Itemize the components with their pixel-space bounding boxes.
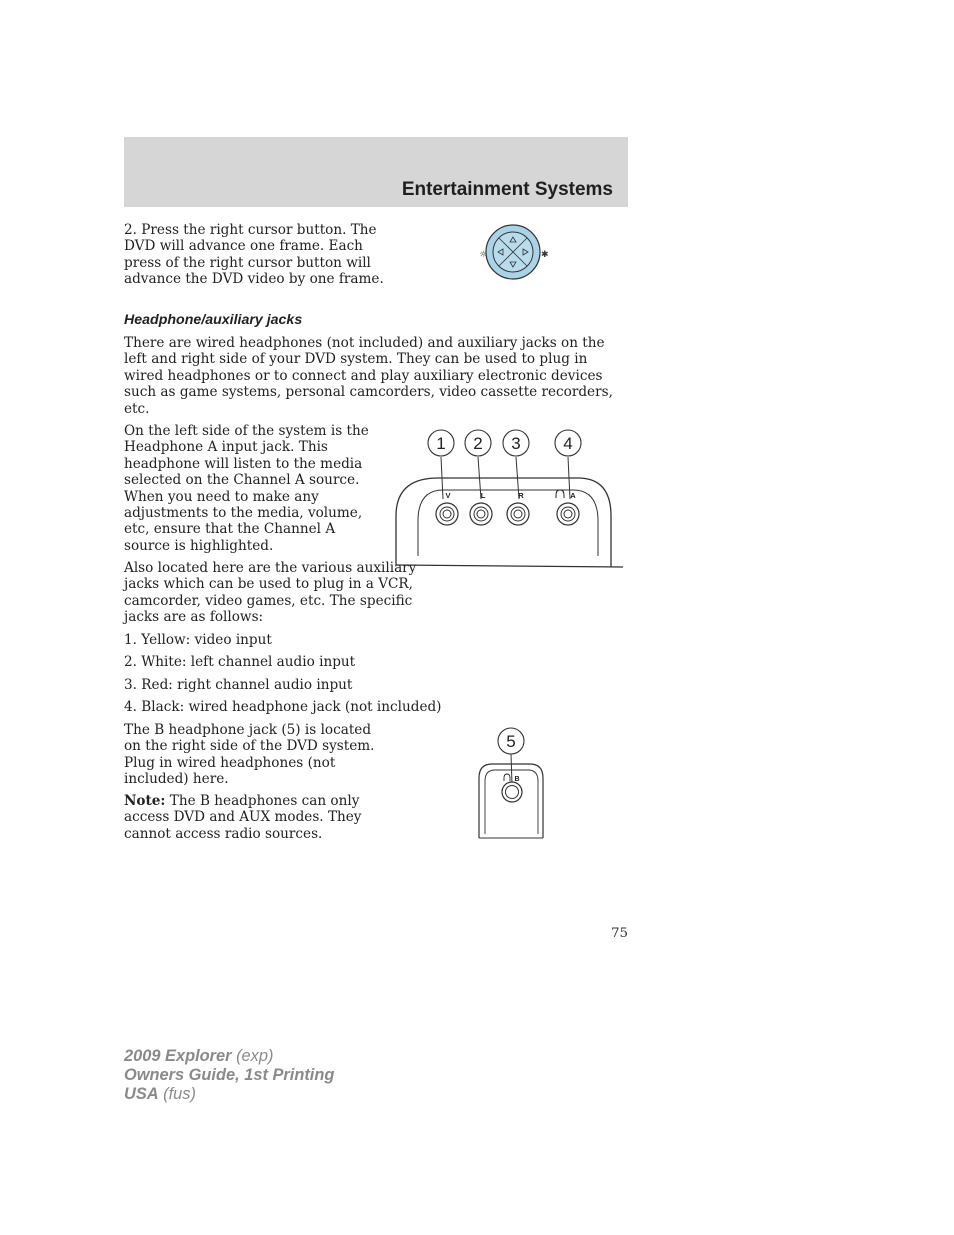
page-number: 75 — [610, 926, 628, 941]
note-paragraph — [124, 793, 384, 842]
cursor-pad-illustration — [476, 222, 556, 282]
also-paragraph: Also located here are the various auxiliary jacks which can be used to plug in a VCR, camcorder, video games, etc. The specific jacks are as follows: — [124, 560, 417, 626]
section-title: Entertainment Systems — [401, 179, 613, 200]
callout-2-label: 2 — [473, 434, 483, 453]
jack-headphone-b — [502, 782, 522, 802]
footer-line-3 — [124, 1085, 334, 1104]
section-heading: Headphone/auxiliary jacks — [124, 312, 303, 328]
footer-imprint — [124, 1047, 334, 1105]
footer-model: 2009 Explorer — [124, 1047, 232, 1065]
jack-label-v: V — [445, 491, 451, 500]
callout-1-label: 1 — [436, 434, 446, 453]
jack-label-b: B — [514, 776, 520, 783]
footer-line-2 — [124, 1066, 334, 1085]
list-item: 2. White: left channel audio input — [124, 654, 356, 670]
b-headphone-icon — [504, 774, 510, 781]
footer-line-1 — [124, 1047, 334, 1066]
step-2-paragraph: 2. Press the right cursor button. The DVD will advance one frame. Each press of the right cursor button will advance the DVD video by one frame. — [124, 222, 384, 288]
b-jack-paragraph: The B headphone jack (5) is located on the right side of the DVD system. Plug in wired headphones (not included) here. — [124, 722, 375, 788]
footer-market: USA — [124, 1085, 159, 1104]
headphone-icon — [556, 490, 564, 498]
housing-outline — [396, 478, 611, 567]
list-item: 4. Black: wired headphone jack (not included) — [124, 699, 442, 715]
section-header-bar — [124, 137, 628, 207]
note-label: Note: — [124, 793, 166, 809]
callout-4-label: 4 — [563, 434, 573, 453]
footer-model-code: (exp) — [231, 1047, 274, 1065]
note-text: The B headphones can only access DVD and AUX modes. They cannot access radio sources. — [124, 793, 362, 842]
b-jack-diagram — [470, 726, 555, 842]
jack-headphone-a — [557, 503, 579, 525]
intro-paragraph: There are wired headphones (not included) and auxiliary jacks on the left and right side of your DVD system. They can be used to plug in wired headphones or to connect and play auxiliary electronic devices such as game systems, personal camcorders, video cassette recorders, etc. — [124, 335, 613, 417]
list-item: 1. Yellow: video input — [124, 632, 272, 648]
callout-3-label: 3 — [511, 434, 521, 453]
left-side-paragraph: On the left side of the system is the Headphone A input jack. This headphone will listen to the media selected on the Channel A source. When you need to make any adjustments to the media, volume, etc, ensure that the Channel A source is highlighted. — [124, 423, 369, 554]
jack-label-l: L — [480, 491, 486, 500]
jack-right-audio — [507, 503, 529, 525]
jack-label-r: R — [518, 491, 524, 500]
brightness-low-icon: ☼ — [479, 250, 488, 260]
brightness-high-icon: ✱ — [541, 250, 549, 260]
callout-5-label: 5 — [506, 732, 516, 751]
list-item: 3. Red: right channel audio input — [124, 677, 353, 693]
left-jacks-diagram — [393, 426, 628, 572]
jack-label-a: A — [570, 491, 576, 500]
jack-left-audio — [470, 503, 492, 525]
jack-video — [436, 503, 458, 525]
footer-guide: Owners Guide, 1st Printing — [124, 1066, 335, 1085]
footer-market-code: (fus) — [158, 1085, 196, 1104]
